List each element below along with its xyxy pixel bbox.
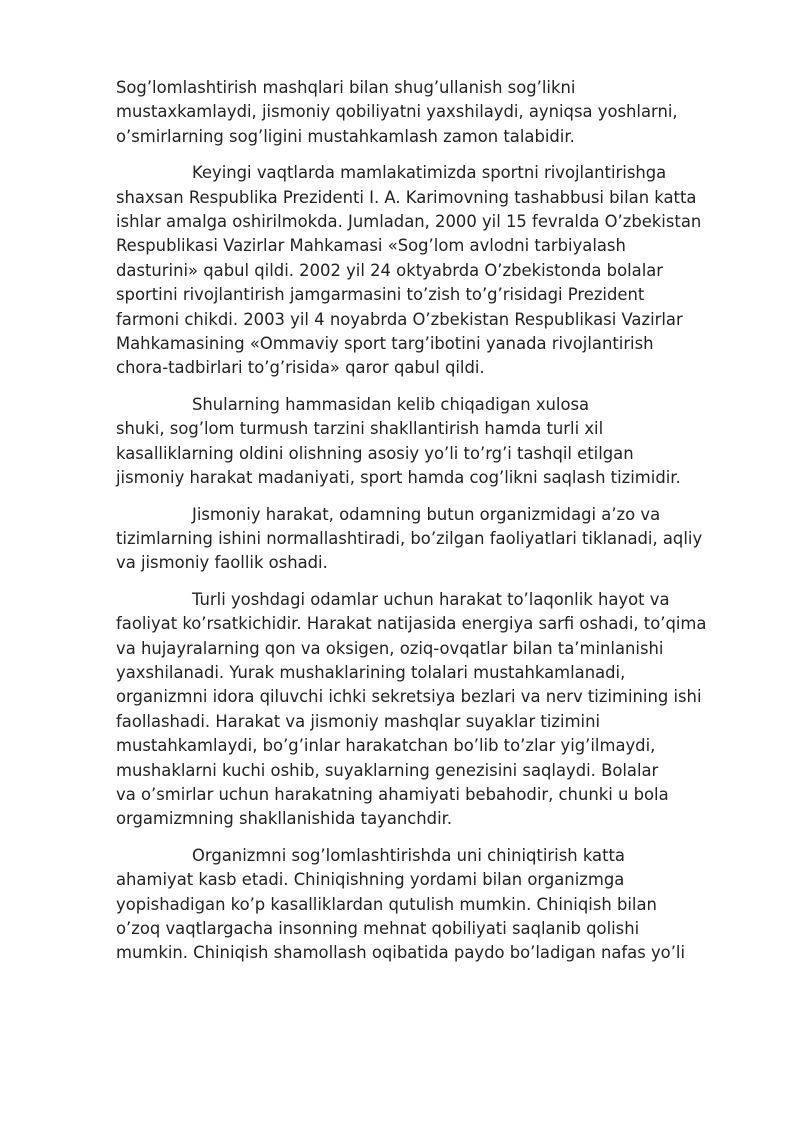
text-line: shuki, sog’lom turmush tarzini shakllantirish hamda turli xil bbox=[116, 419, 604, 439]
paragraph-4 bbox=[116, 503, 716, 576]
body-text bbox=[116, 76, 716, 978]
text-line: o’zoq vaqtlargacha insonning mehnat qobiliyati saqlanib qolishi bbox=[116, 919, 640, 938]
text-line: va hujayralarning qon va oksigen, oziq-ovqatlar bilan ta’minlanishi bbox=[116, 638, 664, 658]
text-line: kasalliklarning oldini olishning asosiy yo’li to’rg’i tashqil etilgan bbox=[116, 443, 634, 463]
text-line: shaxsan Respublika Prezidenti I. A. Karimovning tashabbusi bilan katta bbox=[116, 187, 697, 207]
text-line: Turli yoshdagi odamlar uchun harakat to’laqonlik hayot va bbox=[192, 589, 670, 609]
paragraph-2 bbox=[116, 161, 716, 381]
text-line: mumkin. Chiniqish shamollash oqibatida paydo bo’ladigan nafas yo’li bbox=[116, 943, 686, 963]
text-line: ahamiyat kasb etadi. Chiniqishning yordami bilan organizmga bbox=[116, 870, 625, 890]
text-line: Organizmni sog’lomlashtirishda uni chiniqtirish katta bbox=[192, 845, 625, 865]
text-line: va o’smirlar uchun harakatning ahamiyati bebahodir, chunki u bola bbox=[116, 784, 669, 804]
text-line: orgamizmning shakllanishida tayanchdir. bbox=[116, 809, 453, 829]
text-line: mustahkamlaydi, bo’g’inlar harakatchan bo’lib to’zlar yig’ilmaydi, bbox=[116, 736, 656, 756]
text-line: organizmni idora qiluvchi ichki sekretsiya bezlari va nerv tizimining ishi bbox=[116, 687, 702, 707]
text-line: tizimlarning ishini normallashtiradi, bo’zilgan faoliyatlari tiklanadi, aqliy bbox=[116, 528, 703, 548]
text-line: Sog’lomlashtirish mashqlari bilan shug’ullanish sog’likni bbox=[116, 78, 576, 97]
text-line: va jismoniy faollik oshadi. bbox=[116, 553, 328, 573]
text-line: jismoniy harakat madaniyati, sport hamda cog’likni saqlash tizimidir. bbox=[116, 468, 681, 488]
text-line: ishlar amalga oshirilmokda. Jumladan, 2000 yil 15 fevralda O’zbekistan bbox=[116, 212, 702, 232]
paragraph-6 bbox=[116, 844, 716, 966]
text-line: sportini rivojlantirish jamgarmasini to’zish to’g’risidagi Prezident bbox=[116, 285, 645, 305]
paragraph-5 bbox=[116, 588, 716, 832]
text-line: Mahkamasining «Ommaviy sport targ’ibotini yanada rivojlantirish bbox=[116, 334, 654, 354]
text-line: faoliyat ko’rsatkichidir. Harakat natijasida energiya sarfi oshadi, to’qima bbox=[116, 614, 707, 634]
paragraph-1 bbox=[116, 76, 716, 149]
text-line: Respublikasi Vazirlar Mahkamasi «Sog’lom avlodni tarbiyalash bbox=[116, 236, 626, 256]
text-line: dasturini» qabul qildi. 2002 yil 24 oktyabrda O’zbekistonda bolalar bbox=[116, 260, 664, 280]
text-line: o’smirlarning sog’ligini mustahkamlash zamon talabidir. bbox=[116, 126, 575, 146]
text-line: farmoni chikdi. 2003 yil 4 noyabrda O’zbekistan Respublikasi Vazirlar bbox=[116, 309, 683, 329]
text-line: chora-tadbirlari to’g’risida» qaror qabul qildi. bbox=[116, 358, 485, 378]
text-line: Keyingi vaqtlarda mamlakatimizda sportni rivojlantirishga bbox=[192, 163, 667, 183]
text-line: mushaklarni kuchi oshib, suyaklarning genezisini saqlaydi. Bolalar bbox=[116, 760, 659, 780]
text-line: yopishadigan ko’p kasalliklardan qutulish mumkin. Chiniqish bilan bbox=[116, 894, 657, 914]
text-line: Shularning hammasidan kelib chiqadigan xulosa bbox=[192, 394, 590, 414]
text-line: faollashadi. Harakat va jismoniy mashqlar suyaklar tizimini bbox=[116, 711, 601, 731]
text-line: mustaxkamlaydi, jismoniy qobiliyatni yaxshilaydi, ayniqsa yoshlarni, bbox=[116, 102, 678, 122]
paragraph-3 bbox=[116, 393, 716, 491]
text-line: Jismoniy harakat, odamning butun organizmidagi a’zo va bbox=[192, 504, 661, 524]
text-line: yaxshilanadi. Yurak mushaklarining tolalari mustahkamlanadi, bbox=[116, 662, 626, 682]
